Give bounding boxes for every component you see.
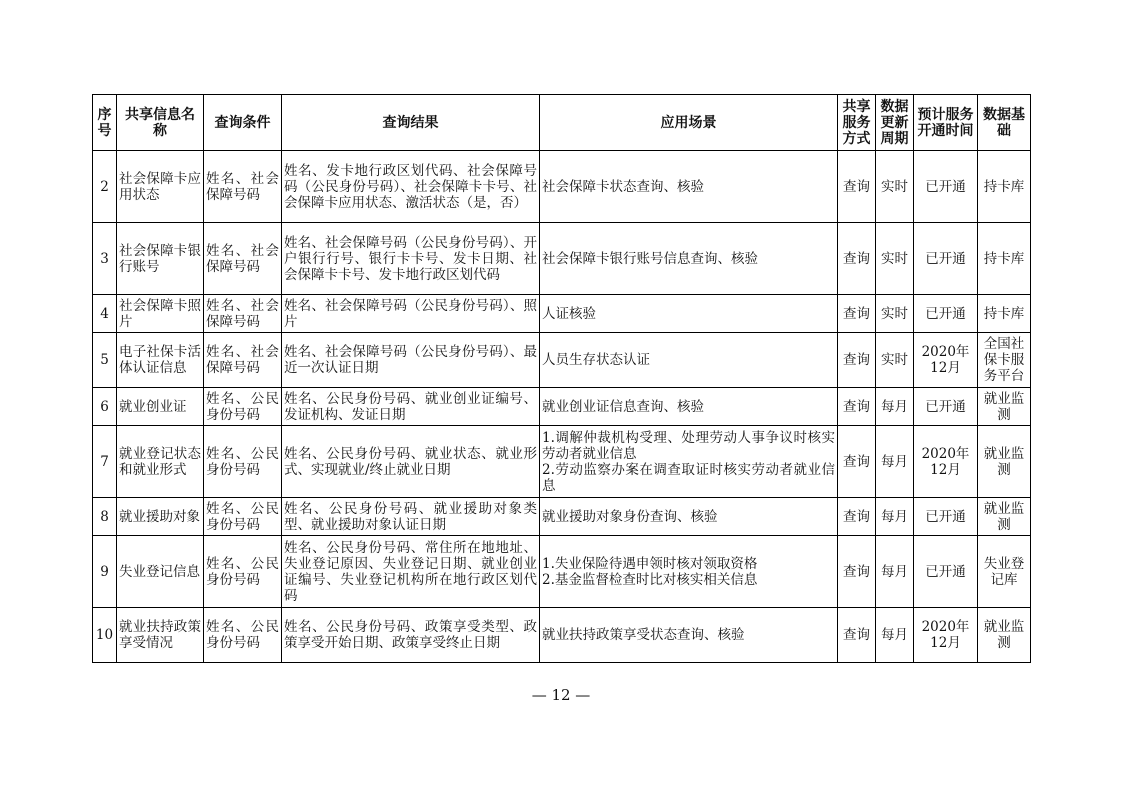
table-row: [93, 333, 1031, 388]
cell-query-condition: 姓名、社会保障号码: [204, 151, 282, 223]
cell-update-cycle: 实时: [876, 295, 914, 333]
table-row: [93, 608, 1031, 663]
cell-scenario: 人证核验: [540, 295, 838, 333]
cell-open-time: 已开通: [914, 223, 978, 295]
cell-data-base: 就业监测: [978, 388, 1031, 426]
cell-info-name: 社会保障卡应用状态: [117, 151, 204, 223]
cell-query-condition: 姓名、公民身份号码: [204, 498, 282, 536]
header-query-result: 查询结果: [282, 95, 540, 151]
table-body: [93, 151, 1031, 663]
cell-seq: 9: [93, 536, 117, 608]
cell-info-name: 就业登记状态和就业形式: [117, 426, 204, 498]
cell-open-time: 2020年12月: [914, 426, 978, 498]
cell-query-condition: 姓名、公民身份号码: [204, 536, 282, 608]
cell-update-cycle: 每月: [876, 608, 914, 663]
cell-seq: 6: [93, 388, 117, 426]
data-sharing-table: [92, 94, 1031, 663]
cell-data-base: 持卡库: [978, 151, 1031, 223]
cell-seq: 8: [93, 498, 117, 536]
cell-update-cycle: 每月: [876, 388, 914, 426]
cell-info-name: 就业援助对象: [117, 498, 204, 536]
cell-service-mode: 查询: [838, 426, 876, 498]
header-scenario: 应用场景: [540, 95, 838, 151]
cell-query-condition: 姓名、社会保障号码: [204, 223, 282, 295]
header-data-base: 数据基础: [978, 95, 1031, 151]
cell-info-name: 失业登记信息: [117, 536, 204, 608]
cell-open-time: 2020年12月: [914, 333, 978, 388]
cell-query-result: 姓名、社会保障号码（公民身份号码）、最近一次认证日期: [282, 333, 540, 388]
table-row: [93, 151, 1031, 223]
cell-service-mode: 查询: [838, 498, 876, 536]
cell-data-base: 全国社保卡服务平台: [978, 333, 1031, 388]
cell-info-name: 社会保障卡照片: [117, 295, 204, 333]
cell-open-time: 已开通: [914, 388, 978, 426]
header-row: [93, 95, 1031, 151]
cell-query-result: 姓名、公民身份号码、就业援助对象类型、就业援助对象认证日期: [282, 498, 540, 536]
cell-query-result: 姓名、公民身份号码、政策享受类型、政策享受开始日期、政策享受终止日期: [282, 608, 540, 663]
cell-update-cycle: 实时: [876, 223, 914, 295]
cell-service-mode: 查询: [838, 223, 876, 295]
cell-update-cycle: 实时: [876, 151, 914, 223]
page-number: — 12 —: [531, 686, 591, 704]
cell-service-mode: 查询: [838, 333, 876, 388]
header-open-time: 预计服务开通时间: [914, 95, 978, 151]
cell-query-condition: 姓名、公民身份号码: [204, 608, 282, 663]
header-info-name: 共享信息名称: [117, 95, 204, 151]
cell-open-time: 已开通: [914, 536, 978, 608]
cell-info-name: 就业创业证: [117, 388, 204, 426]
cell-data-base: 持卡库: [978, 295, 1031, 333]
cell-service-mode: 查询: [838, 536, 876, 608]
cell-scenario: 就业创业证信息查询、核验: [540, 388, 838, 426]
cell-info-name: 就业扶持政策享受情况: [117, 608, 204, 663]
cell-data-base: 就业监测: [978, 498, 1031, 536]
cell-update-cycle: 每月: [876, 426, 914, 498]
cell-scenario: 1.失业保险待遇申领时核对领取资格 2.基金监督检查时比对核实相关信息: [540, 536, 838, 608]
cell-service-mode: 查询: [838, 608, 876, 663]
cell-seq: 10: [93, 608, 117, 663]
cell-data-base: 就业监测: [978, 608, 1031, 663]
cell-query-result: 姓名、社会保障号码（公民身份号码）、照片: [282, 295, 540, 333]
cell-info-name: 电子社保卡活体认证信息: [117, 333, 204, 388]
cell-open-time: 已开通: [914, 151, 978, 223]
cell-query-condition: 姓名、公民身份号码: [204, 388, 282, 426]
cell-scenario: 就业扶持政策享受状态查询、核验: [540, 608, 838, 663]
cell-query-result: 姓名、公民身份号码、就业创业证编号、发证机构、发证日期: [282, 388, 540, 426]
cell-seq: 2: [93, 151, 117, 223]
cell-query-result: 姓名、公民身份号码、就业状态、就业形式、实现就业/终止就业日期: [282, 426, 540, 498]
cell-query-condition: 姓名、社会保障号码: [204, 333, 282, 388]
cell-service-mode: 查询: [838, 295, 876, 333]
table-row: [93, 223, 1031, 295]
cell-service-mode: 查询: [838, 388, 876, 426]
table-row: [93, 536, 1031, 608]
cell-query-condition: 姓名、社会保障号码: [204, 295, 282, 333]
cell-service-mode: 查询: [838, 151, 876, 223]
cell-scenario: 就业援助对象身份查询、核验: [540, 498, 838, 536]
cell-open-time: 2020年12月: [914, 608, 978, 663]
table-row: [93, 388, 1031, 426]
table-row: [93, 426, 1031, 498]
cell-seq: 4: [93, 295, 117, 333]
cell-scenario: 社会保障卡状态查询、核验: [540, 151, 838, 223]
cell-query-result: 姓名、社会保障号码（公民身份号码）、开户银行行号、银行卡卡号、发卡日期、社会保障卡卡号、发卡地行政区划代码: [282, 223, 540, 295]
table-row: [93, 295, 1031, 333]
cell-open-time: 已开通: [914, 295, 978, 333]
cell-seq: 3: [93, 223, 117, 295]
cell-data-base: 持卡库: [978, 223, 1031, 295]
table-row: [93, 498, 1031, 536]
cell-query-result: 姓名、公民身份号码、常住所在地地址、失业登记原因、失业登记日期、就业创业证编号、失业登记机构所在地行政区划代码: [282, 536, 540, 608]
cell-update-cycle: 实时: [876, 333, 914, 388]
cell-data-base: 失业登记库: [978, 536, 1031, 608]
cell-query-condition: 姓名、公民身份号码: [204, 426, 282, 498]
cell-query-result: 姓名、发卡地行政区划代码、社会保障号码（公民身份号码）、社会保障卡卡号、社会保障卡应用状态、激活状态（是，否）: [282, 151, 540, 223]
header-seq: 序号: [93, 95, 117, 151]
cell-update-cycle: 每月: [876, 536, 914, 608]
cell-seq: 5: [93, 333, 117, 388]
header-service-mode: 共享服务方式: [838, 95, 876, 151]
cell-scenario: 1.调解仲裁机构受理、处理劳动人事争议时核实劳动者就业信息 2.劳动监察办案在调查取证时核实劳动者就业信息: [540, 426, 838, 498]
header-query-condition: 查询条件: [204, 95, 282, 151]
cell-seq: 7: [93, 426, 117, 498]
cell-scenario: 人员生存状态认证: [540, 333, 838, 388]
cell-open-time: 已开通: [914, 498, 978, 536]
header-update-cycle: 数据更新周期: [876, 95, 914, 151]
cell-data-base: 就业监测: [978, 426, 1031, 498]
cell-info-name: 社会保障卡银行账号: [117, 223, 204, 295]
cell-scenario: 社会保障卡银行账号信息查询、核验: [540, 223, 838, 295]
cell-update-cycle: 每月: [876, 498, 914, 536]
